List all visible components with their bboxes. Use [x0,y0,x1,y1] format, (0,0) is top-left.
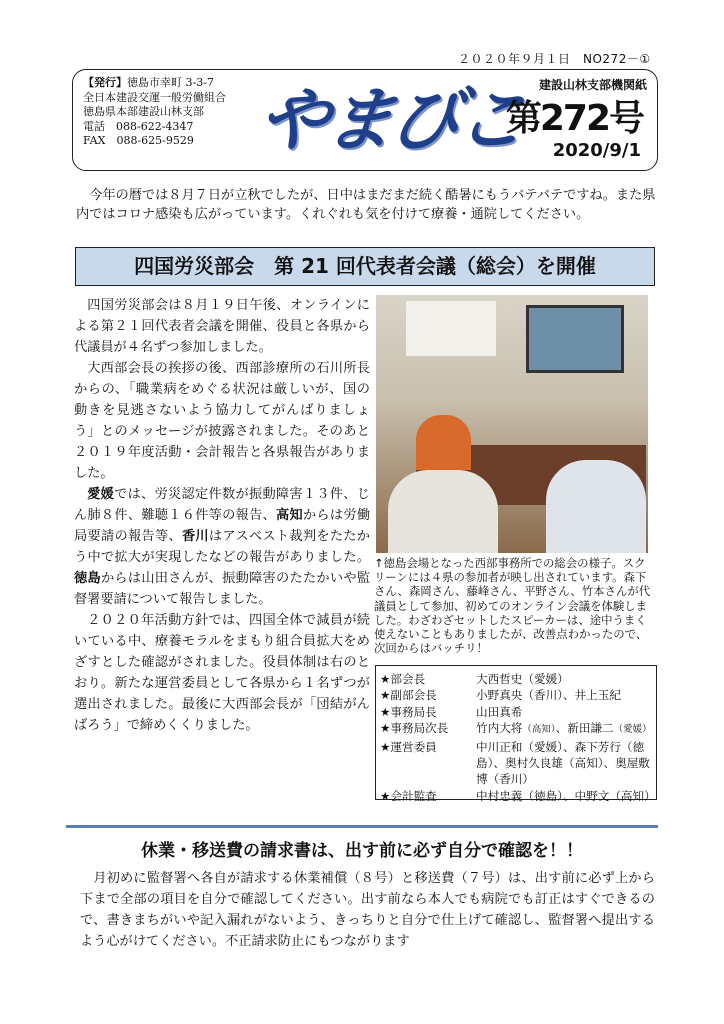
roster-row [380,720,652,738]
intro-paragraph: 今年の暦では８月７日が立秋でしたが、日中はまだまだ続く酷暑にもうバテバテですね。また県内ではコロナ感染も広がっています。くれぐれも気を付けて療養・通院してください。 [76,188,656,222]
publisher-address: 徳島市幸町 3-3-7 [127,76,214,89]
roster-row [380,687,652,703]
roster-names: 大西哲史（愛媛） [476,672,569,686]
publisher-union: 全日本建設交運一般労働組合 [83,90,226,104]
roster-row [380,704,652,720]
prefecture-kochi: 高知 [276,508,303,523]
article2-headline: 休業・移送費の請求書は、出す前に必ず自分で確認を！！ [141,841,583,861]
roster-names: 中村忠義（徳島）、中野文（高知） [476,788,656,803]
roster-role: ★運営委員 [380,739,437,754]
roster-row [380,739,652,788]
photo-window [406,301,496,356]
photo-person [416,415,471,470]
publisher-branch: 徳島県本部建設山林支部 [83,105,204,118]
article1-paragraph-1: 四国労災部会は８月１９日午後、オンラインによる第２１回代表者会議を開催、役員と各県から代議員が４名ずつ参加しました。 [74,298,370,355]
roster-row [380,671,652,687]
prefecture-kagawa: 香川 [181,529,209,544]
report-text: はアスベスト裁判をたたかう中で拡大が実現したなどの報告がありました。 [74,529,370,565]
meeting-photo [376,295,648,553]
article1-headline: 四国労災部会 第 21 回代表者会議（総会）を開催 [75,247,655,286]
roster-row [380,788,656,804]
publisher-block [83,76,226,149]
issue-date: 2020/9/1 [552,140,641,161]
prefecture-ehime: 愛媛 [87,487,115,502]
article1-paragraph-4: ２０２０年活動方針では、四国全体で減員が続いている中、療養モラルをまもり組合員拡大をめざすとした確認がされました。役員体制は右のとおり。新たな運営委員として各県から１名ずつが選出されました。最後に大西部会長が「団結がんばろう」で締めくくりました。 [74,613,370,733]
roster-role: ★会計監査 [380,788,437,803]
photo-person [546,460,646,553]
issue-number: 第272号 [505,98,643,139]
photo-screen [526,305,624,373]
roster-names: 小野真央（香川）、井上玉紀 [476,688,621,703]
article1-paragraph-3 [74,484,370,610]
roster-prefecture: （愛媛） [613,724,652,736]
roster-names: 山田真希 [476,704,523,719]
roster-role: ★部会長 [380,672,426,686]
roster-names [476,720,652,738]
publisher-phone: 電話 088-622-4347 [83,119,194,133]
photo-person [388,470,498,553]
roster-role: ★事務局次長 [380,721,449,736]
publisher-fax: FAX 088-625-9529 [83,134,194,147]
roster-prefecture: （高知） [522,724,556,736]
roster-name: 、新田謙二 [555,721,614,736]
roster-names: 中川正和（愛媛）、森下芳行（徳島）、奥村久良雄（高知）、奥屋敷博（香川） [476,739,650,787]
report-text: からは山田さんが、振動障害のたたかいや監督署要請について報告しました。 [74,571,371,607]
article1-paragraph-2: 大西部会長の挨拶の後、西部診療所の石川所長からの、「職業病をめぐる状況は厳しいが、国の動きを見逃さないよう協力してがんばりましょう」とのメッセージが披露されました。そのあと２０１９年度活動・会計報告と各県報告がありました。 [74,361,370,481]
report-text: からは労働局要請の報告等、 [74,508,371,544]
article2-body: 月初めに監督署へ各自が請求する休業補償（８号）と移送費（７号）は、出す前に必ず上から下まで全部の項目を自分で確認してください。出す前なら本人でも病院でも訂正はすぐできるので、書きまちがいや記入漏れがないよう、きっちりと自分で仕上げて確認し、監督署へ提出するよう心がけてください。不正請求防止にもつながります [80,871,655,949]
photo-caption: ↑徳島会場となった西部事務所での総会の様子。スクリーンには４県の参加者が映し出されています。森下さん、森岡さん、藤峰さん、平野さん、竹本さんが代議員として参加、初めてのオンライン会議を体験しました。わざわざセットしたスピーカーは、途中うまく使えないこともありましたが、改善点わかったので、次回からはバッチリ！ [374,556,651,656]
masthead [72,69,658,171]
roster-name: 竹内大将 [476,721,523,736]
organ-label: 建設山林支部機関紙 [538,78,647,92]
report-text: では、労災認定件数が振動障害１３件、じん肺８件、難聴１６件等の報告、 [74,487,371,523]
roster-role: ★副部会長 [380,688,437,703]
publisher-label: 【発行】 [83,76,127,89]
officer-roster [375,665,657,803]
prefecture-tokushima: 徳島 [74,571,101,586]
newsletter-logo: やまびこ [253,78,529,161]
article1-body [74,295,370,736]
dateline: ２０２０年９月１日 NO272－① [458,52,651,66]
section-divider [66,825,658,828]
roster-role: ★事務局長 [380,704,437,719]
